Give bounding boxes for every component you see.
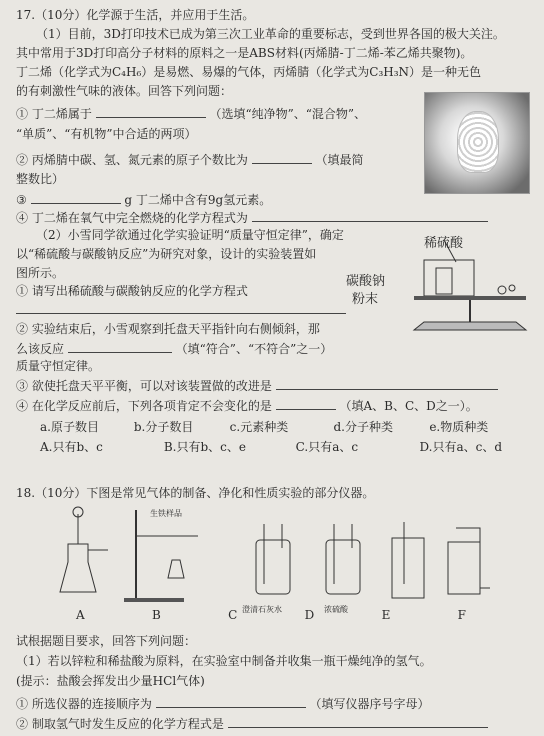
q17-sub1 [16,106,366,122]
choice-b: B.只有b、c、e [163,440,246,454]
answer-blank[interactable] [276,378,498,390]
q17-t2: ② 实验结束后，小雪观察到托盘天平指针向右侧倾斜，那 [16,322,320,336]
letter-a: A [76,608,85,622]
q18-intro: 试根据题目要求，回答下列问题： [16,634,197,648]
q17-sub4 [16,210,488,226]
label-limewater: 澄清石灰水 [242,605,282,614]
q17-sub2-hint: （填最简 [315,153,364,167]
q17-t2-options: （填“符合”、“不符合”之一） [175,342,333,356]
q17-t2-line3: 质量守恒定律。 [16,359,101,373]
q17-header: 17.（10分）化学源于生活，并应用于生活。 [16,8,255,22]
q17-sub1-option: （选填“纯净物”、“混合物”、 [209,107,367,121]
q17-sub3-text: g 丁二烯中含有9g氢元素。 [124,193,272,207]
q17-sub1-text: ① 丁二烯属于 [16,107,92,121]
q17-t4-text: ④ 在化学反应前后，下列各项肯定不会变化的是 [16,399,272,413]
q17-t3-text: ③ 欲使托盘天平平衡，可以对该装置做的改进是 [16,379,272,393]
q17-t3 [16,378,498,394]
balance-apparatus [344,232,540,340]
instrument-letters [76,608,466,623]
label-cast-iron-sample: 生铁样品 [150,509,182,518]
q17-t4 [16,398,478,414]
letter-e: E [381,608,391,622]
q17-t1: ① 请写出稀硫酸与碳酸钠反应的化学方程式 [16,284,248,298]
q18-header: 18.（10分）下图是常见气体的制备、净化和性质实验的部分仪器。 [16,486,375,500]
q17-sub3-num: ③ [16,193,27,207]
q17-p1-line4: 的有刺激性气味的液体。回答下列问题： [16,84,233,98]
answer-blank[interactable] [228,716,488,728]
q18-r1 [16,696,430,712]
answer-blank[interactable] [156,696,306,708]
lab-instruments-figure [44,504,514,622]
q17-t4-hint: （填A、B、C、D之一）。 [339,399,478,413]
item-d: d.分子种类 [333,420,393,434]
q17-t2-text: 么该反应 [16,342,65,356]
label-conc-sulfuric-acid: 浓硫酸 [324,605,348,614]
item-c: c.元素种类 [229,420,289,434]
q17-sub2-cont: 整数比） [16,172,65,186]
label-powder: 粉末 [352,292,379,307]
choice-d: D.只有a、c、d [419,440,503,454]
q17-sub2 [16,152,364,168]
choice-a: A.只有b、c [40,440,103,454]
q17-p1-line2: 其中常用于3D打印高分子材料的原料之一是ABS材料(丙烯腈-丁二烯-苯乙烯共聚物)。 [16,46,473,60]
letter-d: D [304,608,315,622]
answer-blank[interactable] [252,152,312,164]
q17-p1-line3: 丁二烯（化学式为C₄H₆）是易燃、易爆的气体，丙烯腈（化学式为C₃H₃N）是一种无色 [16,65,482,79]
q17-p2-line1: （2）小雪同学欲通过化学实验证明“质量守恒定律”，确定 [36,228,344,242]
item-e: e.物质种类 [429,420,489,434]
q18-r1-hint: （填写仪器序号字母） [309,697,430,711]
q18-q1: （1）若以锌粒和稀盐酸为原料，在实验室中制备并收集一瓶干燥纯净的氢气。 [16,654,432,668]
item-a: a.原子数目 [40,420,99,434]
label-sodium-carbonate: 碳酸钠 [346,274,386,289]
letter-b: B [151,608,161,622]
q17-p2-line3: 图所示。 [16,266,65,280]
choice-c: C.只有a、c [295,440,359,454]
q18-r1-text: ① 所选仪器的连接顺序为 [16,697,152,711]
3d-printed-vase-photo [424,92,530,194]
answer-blank[interactable] [252,210,488,222]
answer-blank[interactable] [96,106,206,118]
q17-choices-row [40,440,502,455]
answer-blank[interactable] [31,192,121,204]
q17-sub4-text: ④ 丁二烯在氧气中完全燃烧的化学方程式为 [16,211,248,225]
item-b: b.分子数目 [133,420,194,434]
label-dilute-sulfuric-acid: 稀硫酸 [424,236,464,251]
q17-p1-line1: （1）目前，3D打印技术已成为第三次工业革命的重要标志，受到世界各国的极大关注。 [36,27,505,41]
q17-items-row [40,420,488,435]
q17-t2-line2 [16,341,332,357]
q17-p2-line2: 以“稀硫酸与碳酸钠反应”为研究对象，设计的实验装置如 [16,247,317,261]
answer-blank[interactable] [68,341,172,353]
q17-sub2-text: ② 丙烯腈中碳、氢、氮元素的原子个数比为 [16,153,248,167]
q18-hint: (提示：盐酸会挥发出少量HCl气体) [16,674,205,688]
q17-sub1-cont: “单质”、“有机物”中合适的两项） [16,127,197,141]
letter-f: F [457,608,466,622]
q17-t1-blank [16,302,346,318]
q18-r2 [16,716,488,732]
letter-c: C [228,608,238,622]
answer-blank[interactable] [276,398,336,410]
answer-blank[interactable] [16,302,346,314]
q18-r2-text: ② 制取氢气时发生反应的化学方程式是 [16,717,224,731]
q17-sub3 [16,192,271,208]
